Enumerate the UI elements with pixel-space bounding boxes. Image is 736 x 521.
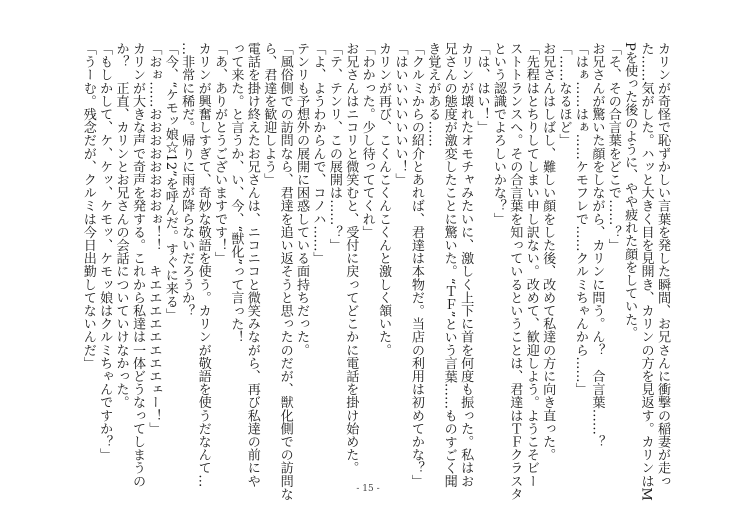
- text-line: カリンが壊れたオモチャみたいに、激しく上下に首を何度も振った。私はお: [458, 42, 474, 488]
- text-line: 「今、“ケモッ娘☆12”を呼んだ。すぐに来る」: [162, 42, 178, 321]
- text-line: という認識でよろしいかな？」: [490, 42, 506, 226]
- text-line: お兄さんはしばし、難しい顔をした後、改めて私達の方に向き直った。: [540, 42, 556, 462]
- text-line: 「よ、ようわからんで、コノハ……」: [310, 42, 326, 265]
- text-line: カリンが奇怪で恥ずかしい言葉を発した瞬間、お兄さんに衝撃の稲妻が走っ: [655, 42, 670, 488]
- text-line: き覚えがある……: [425, 42, 441, 147]
- text-line: 「は、はい！」: [474, 42, 490, 134]
- text-line: テンリも予想外の展開に困惑している面持ちだった。: [294, 42, 310, 357]
- text-line: カリンが興奮しすぎて、奇妙な敬語を使う。カリンが敬語を使うだなんて…: [195, 42, 211, 488]
- text-line: 「テ、テンリ、この展開は……？」: [326, 42, 342, 252]
- text-line: 「先程はとちりしてしまい申し訳ない。改めて、歓迎しよう。ようこそビー: [523, 42, 539, 488]
- text-line: …非常に稀だ。帰りに雨が降らないだろうか？: [179, 42, 195, 318]
- text-line: か？ 正直、カリンとお兄さんの会話についていけなかった。: [113, 42, 129, 409]
- text-line: お兄さんが驚いた顔をしながら、カリンに問う。ん？ 合言葉……？: [589, 42, 605, 449]
- text-line: って来た。と言うか、い、今、“獣化”って言った！: [228, 42, 244, 344]
- text-line: 「おぉ……おおおおおおおおぉ！！ キエエエエエエエエェー！」: [146, 42, 162, 435]
- text-line: 「そ、その合言葉をどこで……？」: [605, 42, 621, 252]
- text-line: 「クルミからの紹介とあれば、君達は本物だ。当店の利用は初めてかな？」: [408, 42, 424, 488]
- text-line: カリンが大きな声で奇声を発する。これから私達は一体どうなってしまうの: [130, 42, 145, 488]
- text-line: ら、君達を歓迎しよう」: [261, 42, 277, 187]
- text-line: 「わかった。少し待っててくれ」: [359, 42, 375, 239]
- text-line: 「……なるほど」: [556, 42, 572, 147]
- text-line: 「あ、ありがとうございますです！」: [212, 42, 228, 265]
- text-line: Pを使った後のように、やや疲れた顔をしていた。: [622, 42, 638, 340]
- page-number: - 15 -: [356, 484, 380, 494]
- text-line: 電話を掛け終えたお兄さんは、ニコニコと微笑みながら、再び私達の前にや: [244, 42, 260, 488]
- text-line: 「もしかして、ケ、ケッ、ケモッ、ケモッ娘はクルミちゃんですか？」: [97, 42, 113, 462]
- text-line: 「はぁ……はぁ……ケモフレで……クルミちゃんから……」: [572, 42, 588, 396]
- text-line: 「うーむ。残念だが、クルミは今日出勤してないんだ」: [80, 42, 96, 370]
- text-line: カリンが再び、こくんこくんこくんと激しく頷いた。: [376, 42, 392, 357]
- text-line: ストトランスへ。その合言葉を知っているということは、君達はＴＦクラスタ: [507, 42, 523, 501]
- text-line: 「はいいいいいいい！」: [392, 42, 408, 187]
- text-line: 兄さんの態度が激変したことに驚いた。“ＴＦ”という言葉……ものすごく聞: [441, 42, 457, 488]
- text-line: お兄さんはニコリと微笑むと、受付に戻ってどこかに電話を掛け始めた。: [343, 42, 359, 475]
- text-line: 「風俗側での訪問なら、君達を追い返そうと思ったのだが、獣化側での訪問な: [277, 42, 293, 501]
- text-line: た……気がした。ハッと大きく目を見開き、カリンの方を見返す。カリンはM: [638, 42, 654, 501]
